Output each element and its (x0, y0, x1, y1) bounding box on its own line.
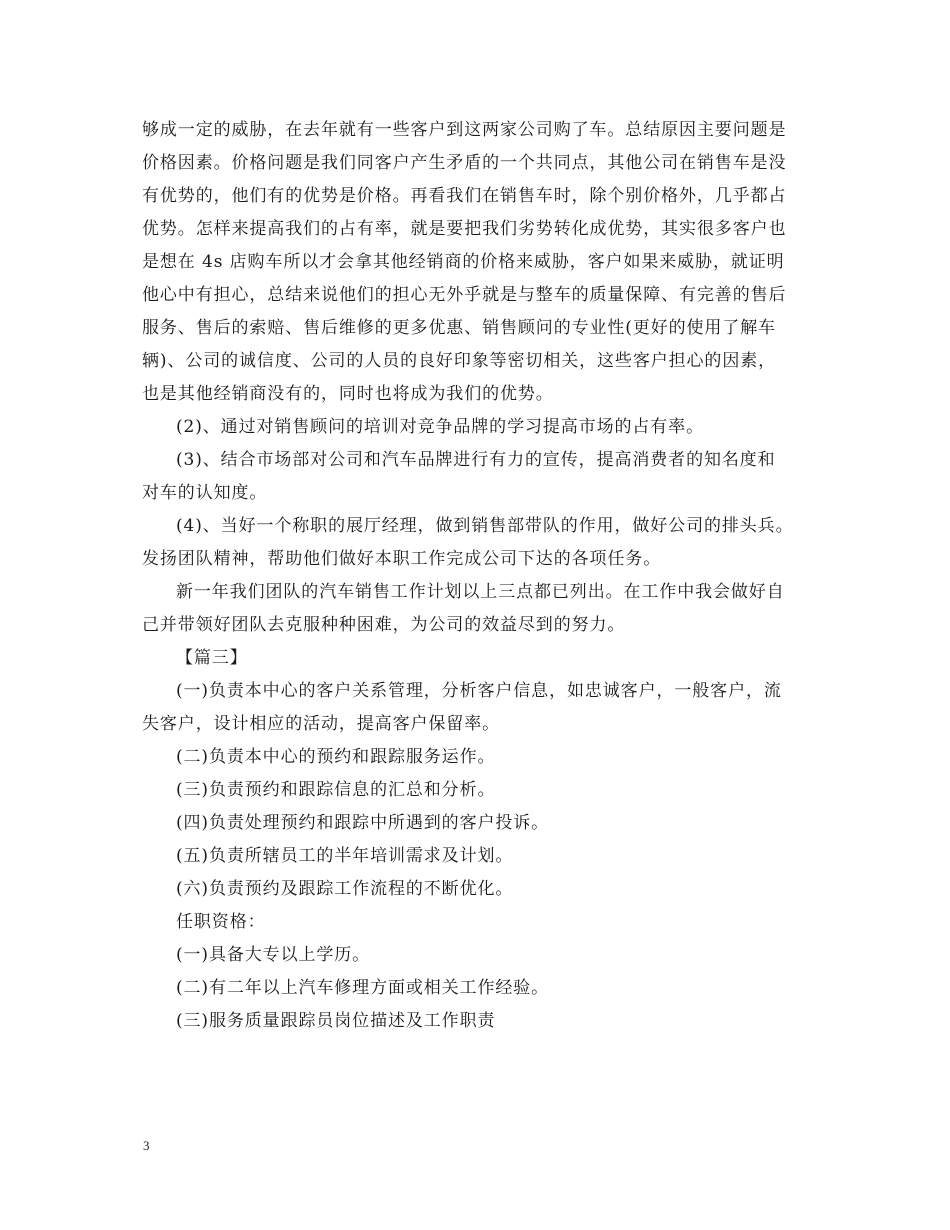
paragraph-line: (一)具备大专以上学历。 (176, 945, 371, 965)
paragraph-line: 新一年我们团队的汽车销售工作计划以上三点都已列出。在工作中我会做好自 (176, 582, 785, 602)
paragraph-line: (一)负责本中心的客户关系管理，分析客户信息，如忠诚客户，一般客户，流 (176, 681, 782, 701)
page-number: 3 (143, 1138, 150, 1153)
paragraph-line: 失客户，设计相应的活动，提高客户保留率。 (142, 714, 500, 734)
paragraph-line: 也是其他经销商没有的，同时也将成为我们的优势。 (142, 384, 554, 404)
paragraph-line: (五)负责所辖员工的半年培训需求及计划。 (176, 846, 514, 866)
paragraph-line: (2)、通过对销售顾问的培训对竞争品牌的学习提高市场的占有率。 (176, 417, 704, 437)
paragraph-line: 是想在 4s 店购车所以才会拿其他经销商的价格来威胁，客户如果来威胁，就证明 (142, 252, 785, 272)
paragraph-line: (三)负责预约和跟踪信息的汇总和分析。 (176, 780, 496, 800)
paragraph-line: 服务、售后的索赔、售后维修的更多优惠、销售顾问的专业性(更好的使用了解车 (142, 318, 777, 338)
paragraph-line: 优势。怎样来提高我们的占有率，就是要把我们劣势转化成优势，其实很多客户也 (142, 219, 787, 239)
paragraph-line: 价格因素。价格问题是我们同客户产生矛盾的一个共同点，其他公司在销售车是没 (142, 153, 787, 173)
paragraph-line: 有优势的，他们有的优势是价格。再看我们在销售车时，除个别价格外，几乎都占 (142, 186, 787, 206)
paragraph-line: 辆)、公司的诚信度、公司的人员的良好印象等密切相关，这些客户担心的因素， (142, 351, 777, 371)
paragraph-line: (六)负责预约及跟踪工作流程的不断优化。 (176, 879, 514, 899)
paragraph-line: (四)负责处理预约和跟踪中所遇到的客户投诉。 (176, 813, 550, 833)
paragraph-line: (三)服务质量跟踪员岗位描述及工作职责 (176, 1011, 496, 1031)
paragraph-line: 己并带领好团队去克服种种困难，为公司的效益尽到的努力。 (142, 615, 626, 635)
paragraph-line: (4)、当好一个称职的展厅经理，做到销售部带队的作用，做好公司的排头兵。 (176, 516, 794, 536)
paragraph-line: 对车的认知度。 (142, 483, 268, 503)
paragraph-line: 他心中有担心，总结来说他们的担心无外乎就是与整车的质量保障、有完善的售后 (142, 285, 787, 305)
section-heading: 【篇三】 (176, 648, 248, 668)
paragraph-line: 任职资格： (176, 912, 266, 932)
paragraph-line: (3)、结合市场部对公司和汽车品牌进行有力的宣传，提高消费者的知名度和 (176, 450, 776, 470)
paragraph-line: (二)有二年以上汽车修理方面或相关工作经验。 (176, 978, 550, 998)
paragraph-line: (二)负责本中心的预约和跟踪服务运作。 (176, 747, 496, 767)
paragraph-line: 发扬团队精神，帮助他们做好本职工作完成公司下达的各项任务。 (142, 549, 662, 569)
paragraph-line: 够成一定的威胁，在去年就有一些客户到这两家公司购了车。总结原因主要问题是 (142, 120, 787, 140)
